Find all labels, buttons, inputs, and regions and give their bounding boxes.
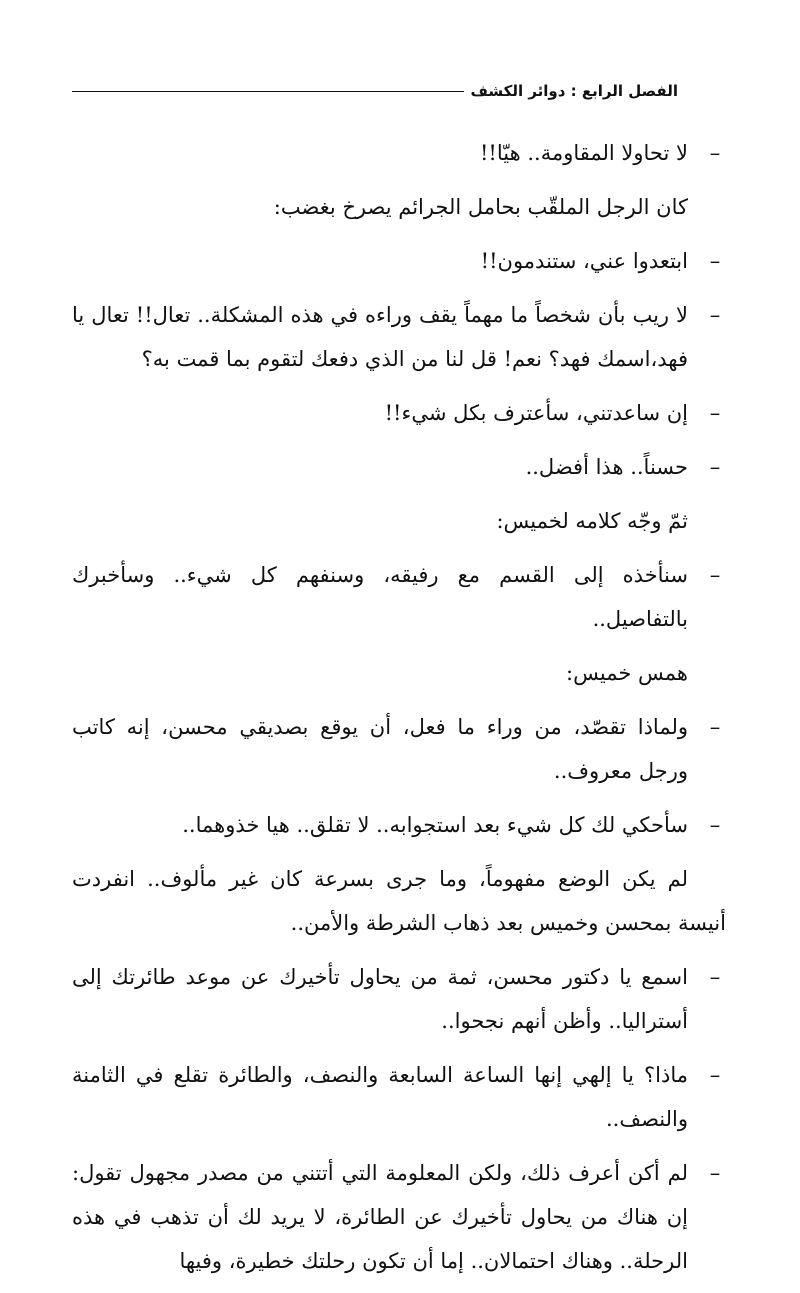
dialogue-text: ابتعدوا عني، ستندمون!! [480,249,688,273]
dialogue-dash: – [709,813,721,837]
dialogue-line [72,131,726,175]
chapter-title: الفصل الرابع : دوائر الكشف [470,82,678,100]
dialogue-line [72,1053,726,1141]
dialogue-dash: – [709,401,721,425]
dialogue-text: لا ريب بأن شخصاً ما مهماً يقف وراءه في هذه المشكلة.. تعال!! تعال يا فهد،اسمك فهد؟ نعم! قل لنا من الذي دفعك لتقوم بما قمت به؟ [72,303,688,371]
dialogue-text: ولماذا تقصّد، من وراء ما فعل، أن يوقع بصديقي محسن، إنه كاتب ورجل معروف.. [72,715,688,783]
narration-line [72,185,726,229]
dialogue-dash: – [709,303,721,327]
dialogue-dash: – [709,965,721,989]
dialogue-line [72,391,726,435]
dialogue-dash: – [709,563,721,587]
dialogue-text: لم أكن أعرف ذلك، ولكن المعلومة التي أتتني من مصدر مجهول تقول: إن هناك من يحاول تأخيرك عن الطائرة، لا يريد لك أن تذهب في هذه الرحلة.. وهناك احتمالان.. إما أن تكون رحلتك خطيرة، وفيها [72,1161,688,1273]
dialogue-line [72,293,726,381]
narration-text: لم يكن الوضع مفهوماً، وما جرى بسرعة كان غير مألوف.. انفردت أنيسة بمحسن وخميس بعد ذهاب الشرطة والأمن.. [72,867,726,935]
dialogue-text: حسناً.. هذا أفضل.. [525,455,688,479]
dialogue-text: سنأخذه إلى القسم مع رفيقه، وسنفهم كل شيء.. وسأخبرك بالتفاصيل.. [72,563,688,631]
dialogue-dash: – [709,249,721,273]
dialogue-text: إن ساعدتني، سأعترف بكل شيء!! [384,401,688,425]
dialogue-dash: – [709,715,721,739]
running-header [72,78,678,104]
dialogue-dash: – [709,141,721,165]
dialogue-text: سأحكي لك كل شيء بعد استجوابه.. لا تقلق.. هيا خذوهما.. [182,813,688,837]
dialogue-line [72,239,726,283]
narration-text: همس خميس: [566,661,688,685]
dialogue-line [72,553,726,641]
narration-line [72,499,726,543]
dialogue-line [72,803,726,847]
dialogue-dash: – [709,455,721,479]
dialogue-line [72,445,726,489]
header-rule [72,91,464,92]
narration-paragraph [72,857,726,945]
page-body [72,131,726,1293]
dialogue-line [72,1151,726,1283]
narration-line [72,651,726,695]
dialogue-dash: – [709,1161,721,1185]
dialogue-text: اسمع يا دكتور محسن، ثمة من يحاول تأخيرك عن موعد طائرتك إلى أستراليا.. وأظن أنهم نجحوا.. [72,965,688,1033]
narration-text: ثمّ وجّه كلامه لخميس: [496,509,688,533]
dialogue-line [72,955,726,1043]
dialogue-text: لا تحاولا المقاومة.. هيّا!! [479,141,688,165]
dialogue-text: ماذا؟ يا إلهي إنها الساعة السابعة والنصف، والطائرة تقلع في الثامنة والنصف.. [72,1063,688,1131]
dialogue-dash: – [709,1063,721,1087]
dialogue-line [72,705,726,793]
narration-text: كان الرجل الملقّب بحامل الجرائم يصرخ بغضب: [273,195,688,219]
